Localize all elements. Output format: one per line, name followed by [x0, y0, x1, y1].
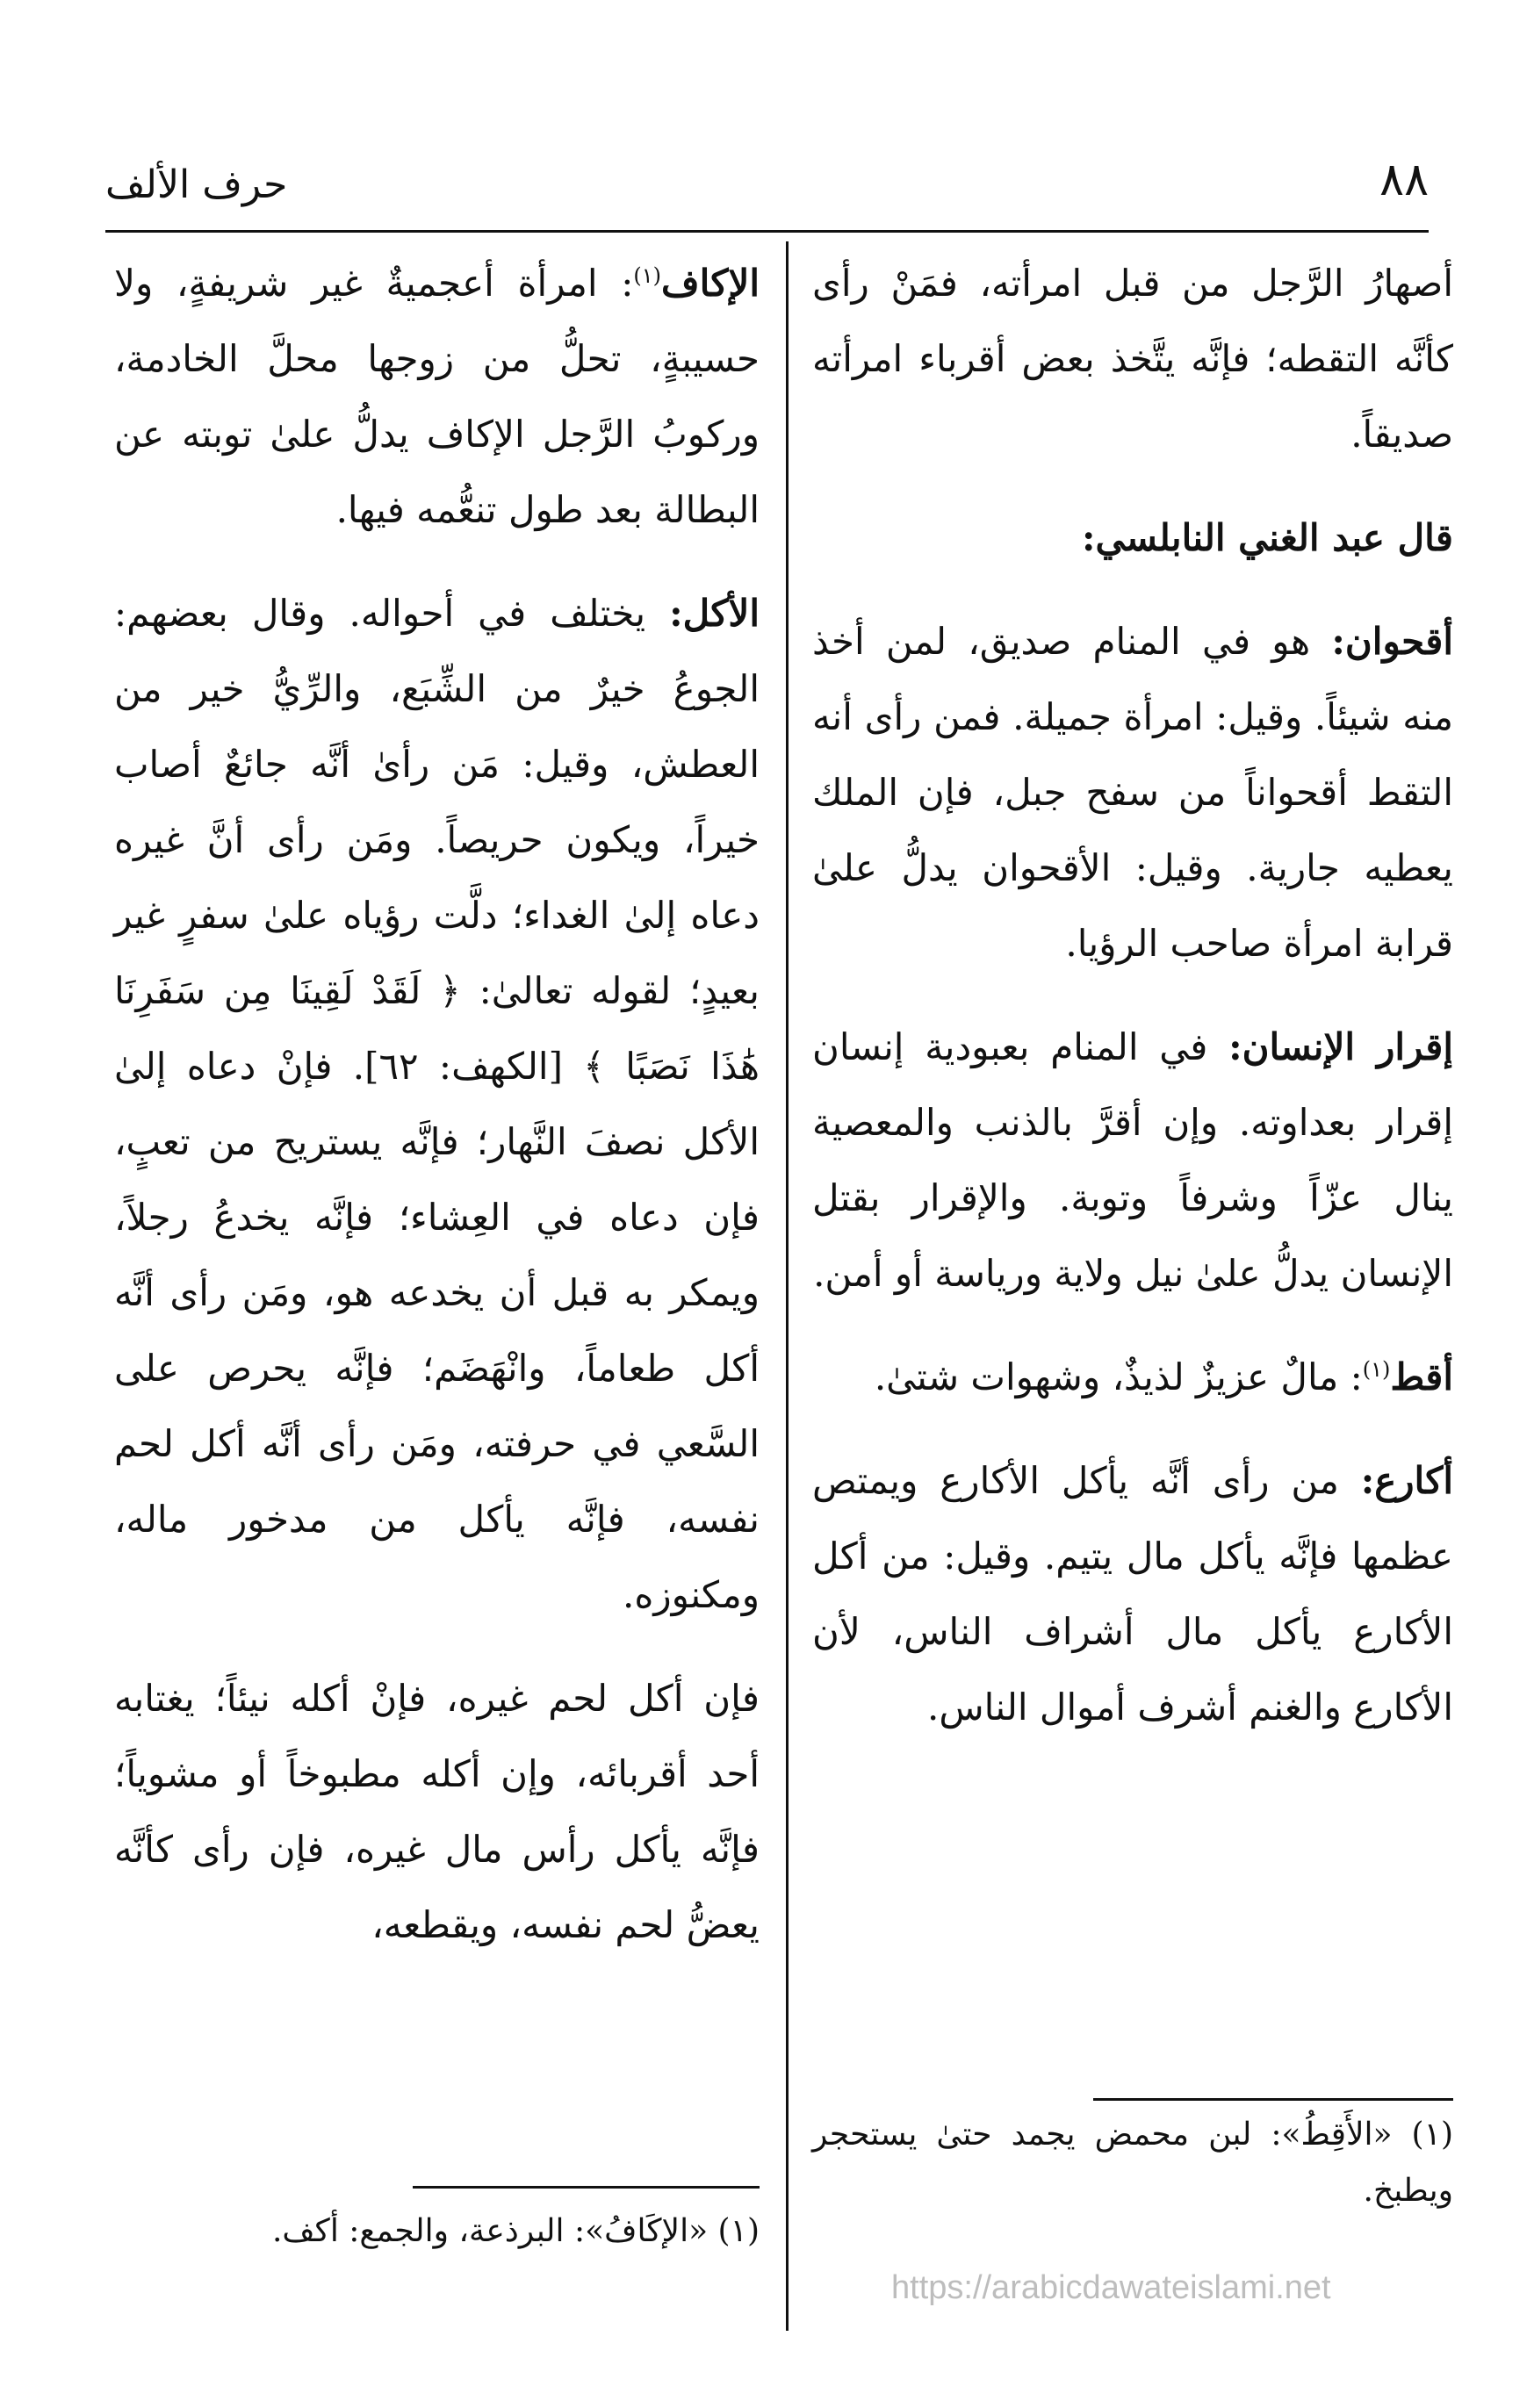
section-heading: قال عبد الغني النابلسي:: [1082, 516, 1453, 559]
entry-akari: [812, 1443, 1453, 1745]
watermark: https://arabicdawateislami.net: [891, 2269, 1331, 2306]
entry-text: من رأى أنَّه يأكل الأكارع ويمتص عظمها فإنَّه يأكل مال يتيم. وقيل: من أكل الأكارع يأكل مال أشراف الناس، لأن الأكارع والغنم أشرف أموال الناس.: [812, 1459, 1453, 1729]
entry-ikaf: [114, 246, 760, 548]
footnote-marker: (١): [1362, 1357, 1391, 1382]
entry-aqit: [812, 1340, 1453, 1415]
entry-term: أقحوان:: [1331, 620, 1453, 663]
entry-akl: [114, 576, 760, 1633]
footnote-rule: [1093, 2098, 1453, 2101]
entry-term: أكارع:: [1360, 1459, 1453, 1502]
running-title: حرف الألف: [105, 162, 288, 207]
footnote-marker: (١): [633, 263, 662, 288]
paragraph: أصهارُ الرَّجل من قبل امرأته، فمَنْ رأى كأنَّه التقطه؛ فإنَّه يتَّخذ بعض أقرباء امرأته صديقاً.: [812, 262, 1453, 456]
footnote-rule: [413, 2186, 760, 2189]
quran-verse: ﴿ لَقَدْ لَقِينَا مِن سَفَرِنَا هَٰذَا نَصَبًا ﴾: [114, 969, 760, 1088]
entry-iqrar: [812, 1010, 1453, 1312]
left-column: [114, 246, 760, 1991]
entry-text: : امرأة أعجميةٌ غير شريفةٍ، ولا حسيبةٍ، تحلُّ من زوجها محلَّ الخادمة، وركوبُ الرَّجل الإكاف يدلُّ علىٰ توبته عن البطالة بعد طول تنعُّمه فيها.: [114, 262, 760, 531]
entry-text: هو في المنام صديق، لمن أخذ منه شيئاً. وقيل: امرأة جميلة. فمن رأى أنه التقط أقحواناً من سفح جبل، فإن الملك يعطيه جارية. وقيل: الأقحوان يدلُّ علىٰ قرابة امرأة صاحب الرؤيا.: [812, 620, 1453, 965]
entry-term: الإكاف: [661, 262, 760, 305]
entry-term: الأكل:: [669, 592, 760, 635]
right-column: [812, 246, 1453, 1773]
footnote-right: (١) «الأَقِطُ»: لبن محمض يجمد حتىٰ يستحجر ويطبخ.: [812, 2117, 1453, 2209]
entry-text: يختلف في أحواله. وقال بعضهم: الجوعُ خيرٌ من الشِّبَع، والرِّيُّ خير من العطش، وقيل: مَن رأىٰ أنَّه جائعٌ أصاب خيراً، ويكون حريصاً. ومَن رأى أنَّ غيره دعاه إلىٰ الغداء؛ دلَّت رؤياه علىٰ سفرٍ غير بعيدٍ؛ لقوله تعالىٰ:: [114, 592, 760, 1012]
entry-term: أقط: [1390, 1355, 1453, 1398]
entry-text: [الكهف: ٦٢]. فإنْ دعاه إلىٰ الأكل نصفَ النَّهار؛ فإنَّه يستريح من تعبٍ، فإن دعاه في العِشاء؛ فإنَّه يخدعُ رجلاً، ويمكر به قبل أن يخدعه هو، ومَن رأى أنَّه أكل طعاماً، وانْهَضَم؛ فإنَّه يحرص على السَّعي في حرفته، ومَن رأى أنَّه أكل لحم نفسه، فإنَّه يأكل من مدخور ماله، ومكنوزه.: [114, 1045, 760, 1616]
page-number: ٨٨: [1379, 154, 1429, 206]
page-header: [105, 154, 1429, 224]
footnote-left: (١) «الإكَافُ»: البرذعة، والجمع: أكف.: [271, 2213, 760, 2249]
header-rule: [105, 230, 1429, 233]
entry-text: في المنام بعبودية إنسان إقرار بعداوته. وإن أقرَّ بالذنب والمعصية ينال عزّاً وشرفاً وتوبة. والإقرار بقتل الإنسان يدلُّ علىٰ نيل ولاية ورياسة أو أمن.: [812, 1025, 1453, 1295]
column-divider: [786, 241, 789, 2331]
entry-aqhuwan: [812, 604, 1453, 981]
paragraph: فإن أكل لحم غيره، فإنْ أكله نيئاً؛ يغتابه أحد أقربائه، وإن أكله مطبوخاً أو مشوياً؛ فإنَّه يأكل رأس مال غيره، فإن رأى كأنَّه يعضُّ لحم نفسه، ويقطعه،: [114, 1677, 760, 1946]
entry-term: إقرار الإنسان:: [1228, 1025, 1453, 1068]
entry-text: : مالٌ عزيزٌ لذيذٌ، وشهوات شتىٰ.: [874, 1355, 1363, 1398]
